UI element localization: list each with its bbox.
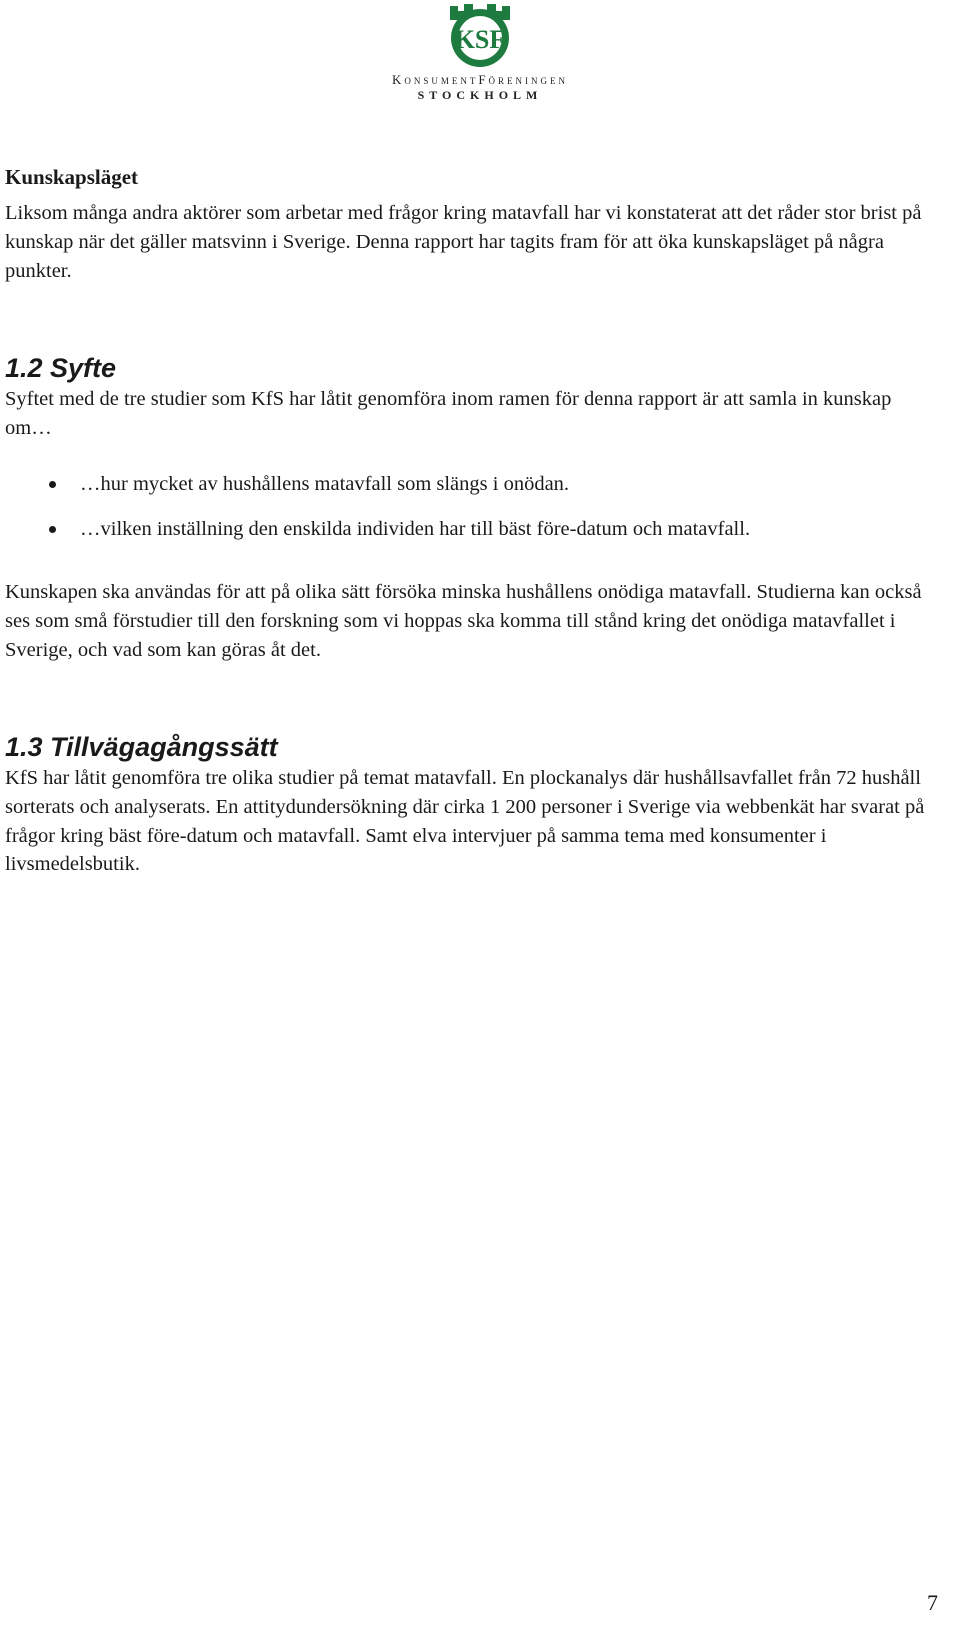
list-item: [0, 515, 940, 560]
syfte-bullet-list: [0, 470, 940, 559]
paragraph-kunskapslaget: Liksom många andra aktörer som arbetar med frågor kring matavfall har vi konstaterat att det råder stor brist på kunskap när det gäller matsvinn i Sverige. Denna rapport har tagits fram för att öka kunskapsläget på några punkter.: [5, 202, 922, 282]
logo-title: KonsumentFöreningen: [391, 72, 569, 87]
ksf-logo: [360, 0, 600, 104]
logo-subtitle: STOCKHOLM: [417, 88, 543, 102]
bullet-icon: [49, 526, 56, 533]
bullet-icon: [49, 481, 56, 488]
heading-tillvagagangssatt: 1.3 Tillvägagångssätt: [5, 732, 278, 762]
page-number: 7: [927, 1590, 938, 1615]
heading-kunskapslaget: Kunskapsläget: [5, 165, 139, 189]
paragraph-tillvagagangssatt: KfS har låtit genomföra tre olika studier på temat matavfall. En plockanalys där hushållsavfallet från 72 hushåll sorterats och analyserats. En attitydundersökning där cirka 1 200 personer i Sverige via webbenkät har svarat på frågor kring bäst före-datum och matavfall. Samt elva intervjuer på samma tema med konsumenter i livsmedelsbutik.: [5, 767, 925, 876]
paragraph-syfte-intro: Syftet med de tre studier som KfS har låtit genomföra inom ramen för denna rapport är att samla in kunskap om…: [5, 388, 892, 439]
paragraph-syfte-usage: Kunskapen ska användas för att på olika sätt försöka minska hushållens onödiga matavfall. Studierna kan också ses som små förstudier till den forskning som vi hoppas ska komma till stånd kring det onödiga matavfallet i Sverige, och vad som kan göras åt det.: [5, 581, 922, 661]
bullet-text: …hur mycket av hushållens matavfall som slängs i onödan.: [80, 473, 570, 495]
bullet-text: …vilken inställning den enskilda individen har till bäst före-datum och matavfall.: [80, 517, 751, 540]
heading-syfte: 1.2 Syfte: [5, 353, 117, 383]
ksf-emblem-icon: [360, 0, 600, 72]
list-item: [0, 470, 940, 515]
svg-text:KSF: KSF: [454, 25, 506, 54]
